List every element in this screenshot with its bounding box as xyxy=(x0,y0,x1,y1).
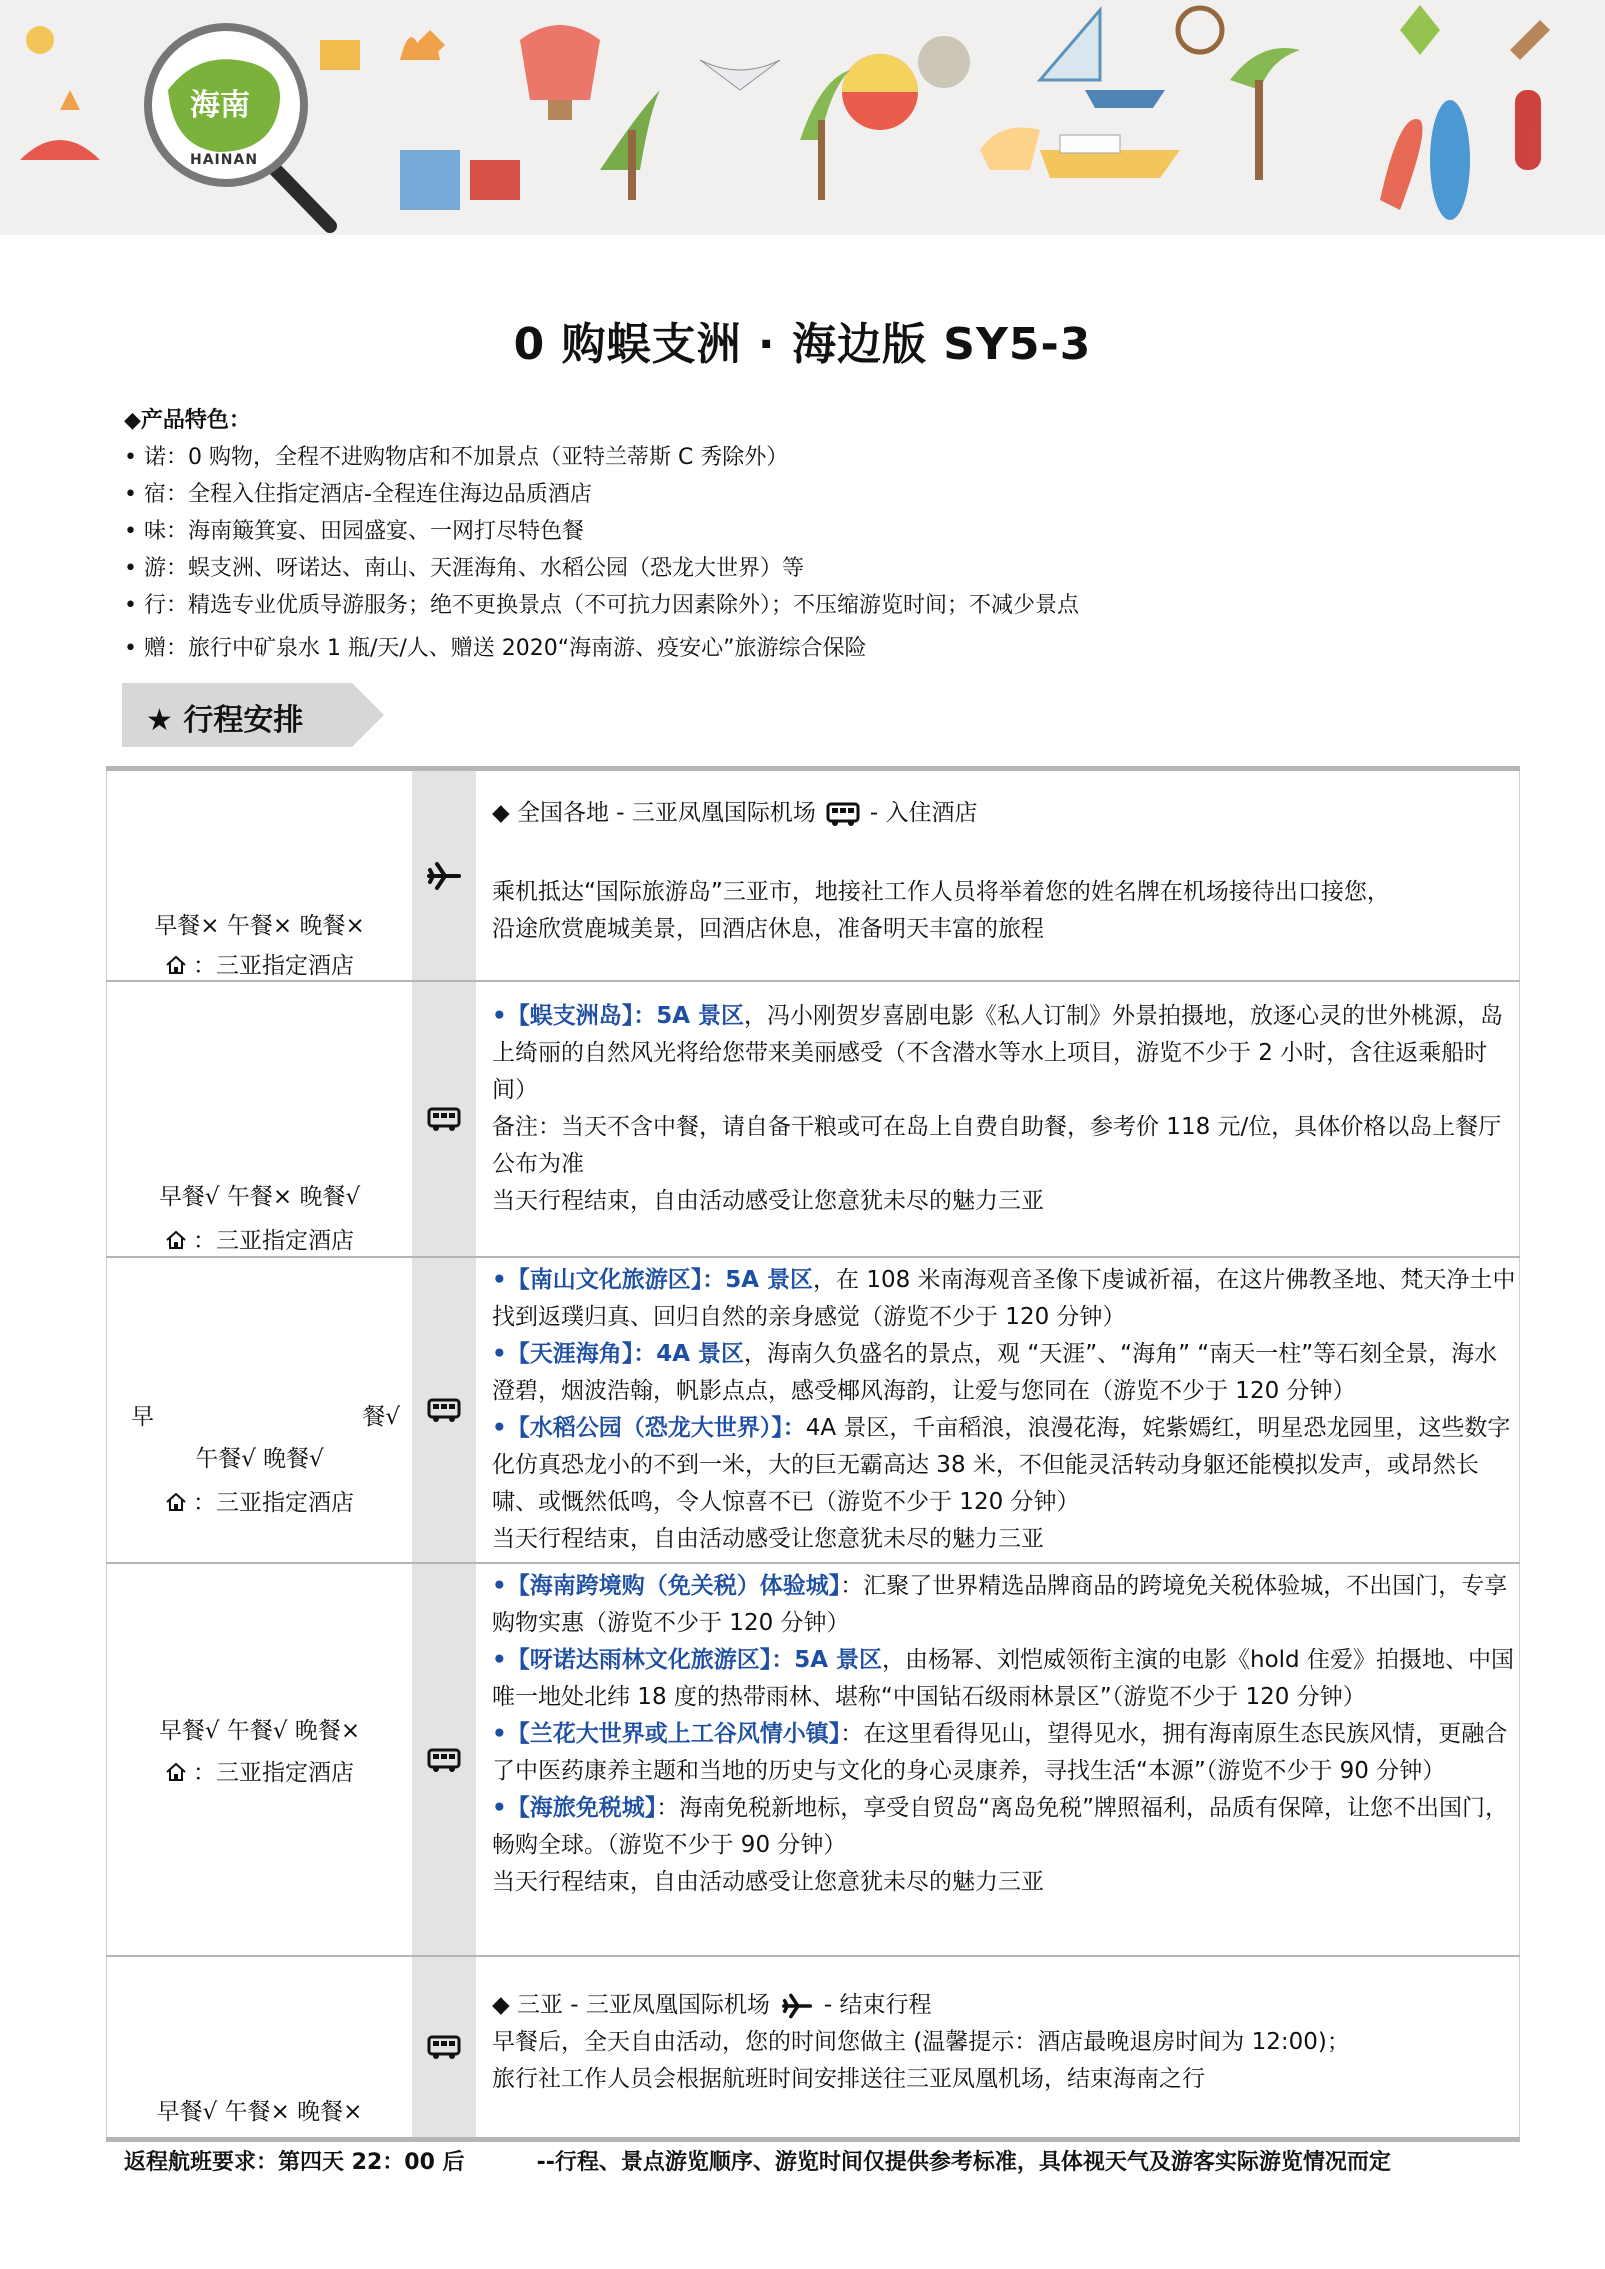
spot-entry xyxy=(492,1410,1519,1521)
features-heading: ◆产品特色： xyxy=(124,408,251,433)
spot-text: ，海南久负盛名的景点，观 “天涯”、“海角” “南天一柱”等石刻全景，海水澄碧，烟波浩翰，帆影点点，感受椰风海韵，让爱与您同在（游览不少于 120 分钟） xyxy=(492,1341,1498,1404)
transport-cell xyxy=(412,1564,476,1955)
hotel-label: ：三亚指定酒店 xyxy=(193,953,354,979)
spot-entry xyxy=(492,1336,1519,1410)
spot-entry xyxy=(492,1568,1519,1642)
meals-cell xyxy=(106,982,412,1256)
logo-text: 海南 xyxy=(190,88,250,123)
home-icon xyxy=(165,1761,187,1783)
page-title: 0 购蜈支洲 · 海边版 SY5-3 xyxy=(513,319,1092,370)
feature-item: • 赠：旅行中矿泉水 1 瓶/天/人、赠送 2020“海南游、疫安心”旅游综合保险 xyxy=(124,636,867,661)
note-line: 备注：当天不含中餐，请自备干粮或可在岛上自费自助餐，参考价 118 元/位，具体价格以岛上餐厅公布为准 xyxy=(492,1114,1502,1177)
return-flight-requirement: 返程航班要求：第四天 22：00 后 xyxy=(124,2150,465,2175)
schedule-label: ★ 行程安排 xyxy=(146,703,304,738)
spot-text: ，在 108 米南海观音圣像下虔诚祈福，在这片佛教圣地、梵天净土中找到返璞归真、回归自然的亲身感觉（游览不少于 120 分钟） xyxy=(492,1267,1516,1330)
meals-text: 午餐√ 晚餐√ xyxy=(195,1446,324,1472)
spot-text: 4A 景区，千亩稻浪，浪漫花海，姹紫嫣红，明星恐龙园里，这些数字化仿真恐龙小的不到一米，大的巨无霸高达 38 米，不但能灵活转动身躯还能模拟发声，或昂然长啸、或慨然低鸣，令人惊喜不已（游览不少于 120 分钟） xyxy=(492,1415,1511,1515)
spot-name: •【水稻公园（恐龙大世界）】： xyxy=(492,1415,806,1441)
hotel-text xyxy=(107,1222,412,1255)
route-line xyxy=(492,1987,1519,2024)
day-description xyxy=(476,1957,1520,2137)
spot-text: ，冯小刚贺岁喜剧电影《私人订制》外景拍摄地，放逐心灵的世外桃源，岛上绮丽的自然风光将给您带来美丽感受（不含潜水等水上项目，游览不少于 2 小时，含往返乘船时间） xyxy=(492,1003,1504,1103)
meals-breakfast-status: 餐√ xyxy=(362,1404,400,1430)
description-line: 沿途欣赏鹿城美景，回酒店休息，准备明天丰富的旅程 xyxy=(492,916,1044,942)
spot-entry xyxy=(492,1262,1519,1336)
meals-cell xyxy=(106,1957,412,2137)
bus-icon xyxy=(826,801,860,827)
spot-name: •【海南跨境购（免关税）体验城】 xyxy=(492,1573,841,1599)
bus-icon xyxy=(427,1106,461,1132)
spot-name: •【呀诺达雨林文化旅游区】：5A 景区 xyxy=(492,1647,883,1673)
description-line: 旅行社工作人员会根据航班时间安排送往三亚凤凰机场，结束海南之行 xyxy=(492,2066,1205,2092)
description-line: 乘机抵达“国际旅游岛”三亚市，地接社工作人员将举着您的姓名牌在机场接待出口接您， xyxy=(492,879,1390,905)
product-features xyxy=(124,402,1504,667)
day-description xyxy=(476,1258,1520,1562)
transport-cell xyxy=(412,1258,476,1562)
day-description xyxy=(476,1564,1520,1955)
logo-subtext: HAINAN xyxy=(190,152,259,168)
meals-cell xyxy=(106,1564,412,1955)
home-icon xyxy=(165,1491,187,1513)
meals-cell xyxy=(106,771,412,980)
feature-item: • 行：精选专业优质导游服务；绝不更换景点（不可抗力因素除外）；不压缩游览时间；不减少景点 xyxy=(124,593,1079,618)
spot-entry xyxy=(492,1716,1519,1790)
spot-text: ：汇聚了世界精选品牌商品的跨境免关税体验城，不出国门，专享购物实惠（游览不少于 120 分钟） xyxy=(492,1573,1508,1636)
plane-icon xyxy=(780,1991,814,2021)
home-icon xyxy=(165,1229,187,1251)
day-row xyxy=(106,1564,1520,1957)
spot-entry xyxy=(492,1790,1519,1864)
hotel-text xyxy=(107,947,412,980)
day-row xyxy=(106,1258,1520,1564)
meals-breakfast: 早 xyxy=(131,1404,154,1430)
header-banner xyxy=(0,0,1605,235)
spot-entry xyxy=(492,998,1519,1109)
home-icon xyxy=(165,954,187,976)
spot-name: •【南山文化旅游区】：5A 景区 xyxy=(492,1267,814,1293)
hotel-text xyxy=(107,1484,412,1517)
meals-text: 早餐√ 午餐√ 晚餐× xyxy=(158,1718,361,1744)
spot-text: ，由杨幂、刘恺威领衔主演的电影《hold 住爱》拍摄地、中国唯一地处北纬 18 度的热带雨林、堪称“中国钻石级雨林景区”（游览不少于 120 分钟） xyxy=(492,1647,1514,1710)
note-line: 当天行程结束，自由活动感受让您意犹未尽的魅力三亚 xyxy=(492,1188,1044,1214)
itinerary-table xyxy=(106,771,1520,2142)
note-line: 当天行程结束，自由活动感受让您意犹未尽的魅力三亚 xyxy=(492,1869,1044,1895)
route-start: ◆ 全国各地 - 三亚凤凰国际机场 xyxy=(492,800,816,826)
hotel-text xyxy=(107,1754,412,1787)
feature-item: • 宿：全程入住指定酒店-全程连住海边品质酒店 xyxy=(124,482,592,507)
note-line: 当天行程结束，自由活动感受让您意犹未尽的魅力三亚 xyxy=(492,1526,1044,1552)
transport-cell xyxy=(412,1957,476,2137)
transport-cell xyxy=(412,771,476,980)
plane-icon xyxy=(427,859,461,893)
meals-text: 早餐× 午餐× 晚餐× xyxy=(154,913,365,939)
meals-cell xyxy=(106,1258,412,1562)
spot-name: •【蜈支洲岛】：5A 景区 xyxy=(492,1003,745,1029)
route-end: - 结束行程 xyxy=(823,1992,932,2018)
day-description xyxy=(476,982,1520,1256)
footer-note xyxy=(124,2145,1391,2176)
description-line: 早餐后，全天自由活动，您的时间您做主 (温馨提示：酒店最晚退房时间为 12:00)； xyxy=(492,2029,1350,2055)
spot-text: ：在这里看得见山，望得见水，拥有海南原生态民族风情，更融合了中医药康养主题和当地的历史与文化的身心灵康养，寻找生活“本源”（游览不少于 90 分钟） xyxy=(492,1721,1508,1784)
spot-text: ：海南免税新地标，享受自贸岛“离岛免税”牌照福利，品质有保障，让您不出国门，畅购全球。（游览不少于 90 分钟） xyxy=(492,1795,1509,1858)
spot-entry xyxy=(492,1642,1519,1716)
bus-icon xyxy=(427,1397,461,1423)
route-start: ◆ 三亚 - 三亚凤凰国际机场 xyxy=(492,1992,770,2018)
meals-text: 早餐√ 午餐× 晚餐√ xyxy=(158,1184,361,1210)
day-row xyxy=(106,982,1520,1258)
day-row xyxy=(106,1957,1520,2142)
feature-item: • 味：海南簸箕宴、田园盛宴、一网打尽特色餐 xyxy=(124,519,584,544)
disclaimer: --行程、景点游览顺序、游览时间仅提供参考标准，具体视天气及游客实际游览情况而定 xyxy=(536,2150,1391,2175)
feature-item: • 游：蜈支洲、呀诺达、南山、天涯海角、水稻公园（恐龙大世界）等 xyxy=(124,556,804,581)
hotel-label: ：三亚指定酒店 xyxy=(193,1490,354,1516)
spot-name: •【兰花大世界或上工谷风情小镇】 xyxy=(492,1721,841,1747)
bus-icon xyxy=(427,1747,461,1773)
logo-magnifier xyxy=(148,27,330,226)
bus-icon xyxy=(427,2034,461,2060)
day-description xyxy=(476,771,1520,980)
day-row xyxy=(106,771,1520,982)
hotel-label: ：三亚指定酒店 xyxy=(193,1760,354,1786)
feature-item: • 诺：0 购物，全程不进购物店和不加景点（亚特兰蒂斯 C 秀除外） xyxy=(124,445,789,470)
spot-name: •【海旅免税城】 xyxy=(492,1795,657,1821)
transport-cell xyxy=(412,982,476,1256)
route-line xyxy=(492,795,1519,832)
spot-name: •【天涯海角】：4A 景区 xyxy=(492,1341,745,1367)
meals-text: 早餐√ 午餐× 晚餐× xyxy=(156,2099,363,2125)
route-end: - 入住酒店 xyxy=(869,800,978,826)
hotel-label: ：三亚指定酒店 xyxy=(193,1228,354,1254)
